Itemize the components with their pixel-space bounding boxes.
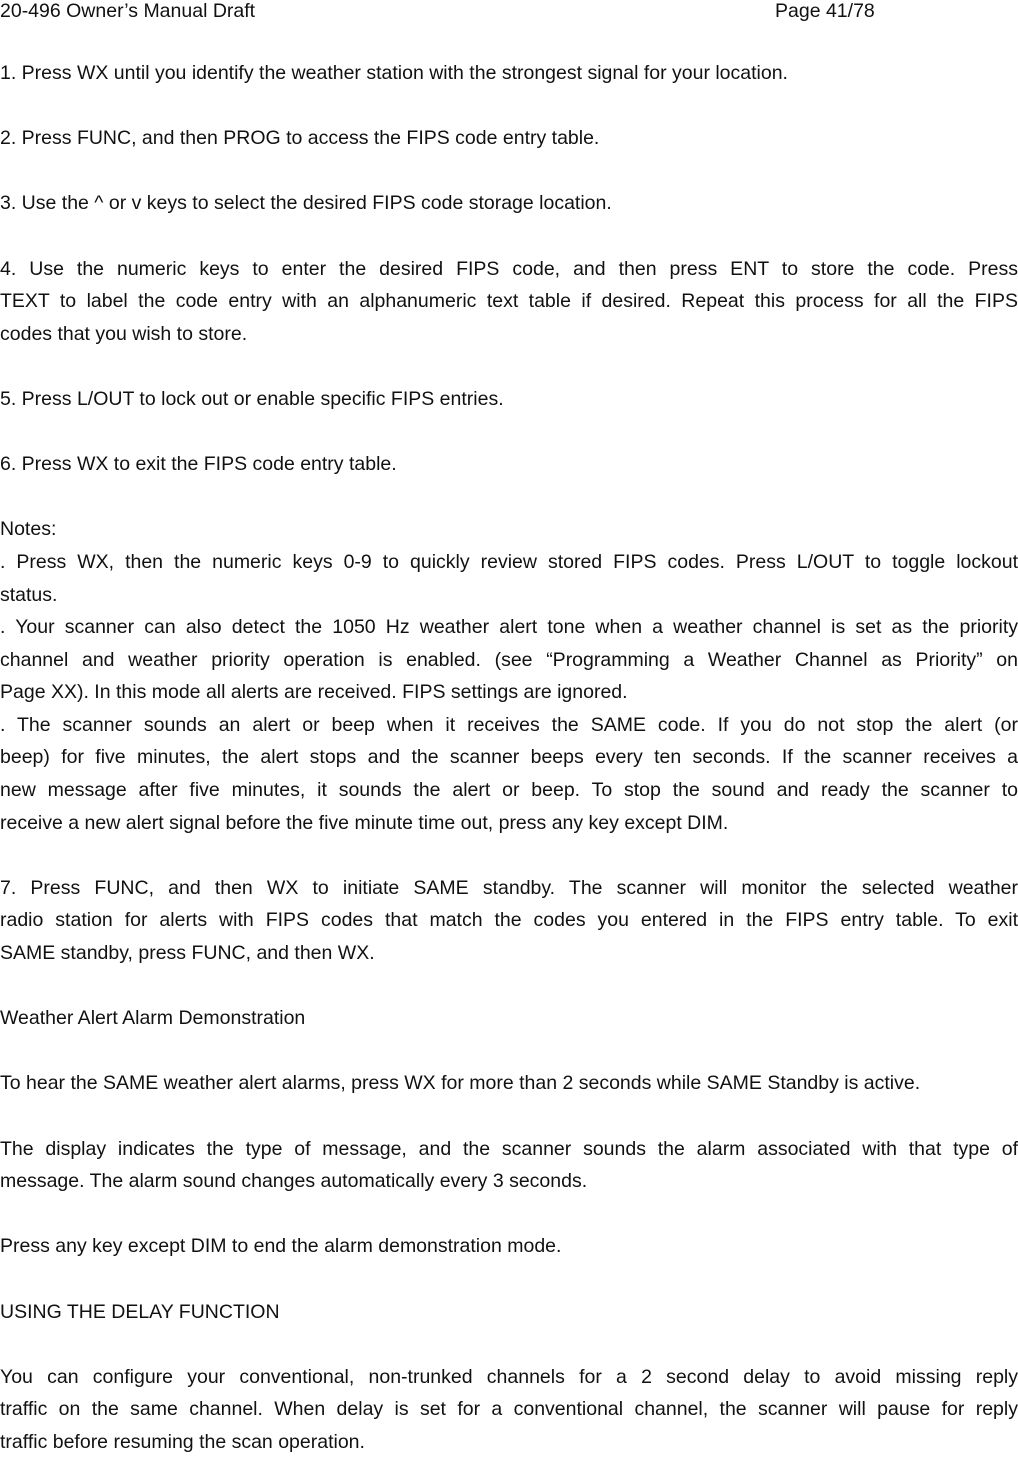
demo-paragraph-2: [0, 1133, 1018, 1198]
note-3-line: receive a new alert signal before the five minute time out, press any key except DIM.: [0, 811, 729, 834]
step-4-line: 4. Use the numeric keys to enter the desired FIPS code, and then press ENT to store the code. Press: [0, 257, 1018, 280]
step-6: 6. Press WX to exit the FIPS code entry table.: [0, 453, 397, 476]
demo-paragraph-2-line: message. The alarm sound changes automatically every 3 seconds.: [0, 1170, 588, 1193]
demo-paragraph-2-line: The display indicates the type of message, and the scanner sounds the alarm associated with that type of: [0, 1137, 1018, 1160]
note-1-line: status.: [0, 583, 58, 606]
note-2-line: channel and weather priority operation is enabled. (see “Programming a Weather Channel as Priority” on: [0, 648, 1018, 671]
step-7-line: 7. Press FUNC, and then WX to initiate SAME standby. The scanner will monitor the selected weather: [0, 876, 1018, 899]
demo-heading: Weather Alert Alarm Demonstration: [0, 1007, 306, 1030]
step-7-line: radio station for alerts with FIPS codes that match the codes you entered in the FIPS entry table. To exit: [0, 909, 1018, 932]
delay-paragraph-line: traffic on the same channel. When delay is set for a conventional channel, the scanner will pause for reply: [0, 1398, 1018, 1421]
note-2: [0, 611, 1018, 709]
note-3-line: new message after five minutes, it sounds the alert or beep. To stop the sound and ready the scanner to: [0, 779, 1018, 802]
notes-title: Notes:: [0, 518, 57, 541]
step-2: 2. Press FUNC, and then PROG to access the FIPS code entry table.: [0, 127, 600, 150]
document-title: 20-496 Owner’s Manual Draft: [0, 0, 256, 22]
delay-paragraph-line: You can configure your conventional, non-trunked channels for a 2 second delay to avoid missing reply: [0, 1365, 1018, 1388]
step-4: [0, 253, 1018, 351]
page-body: [0, 57, 1018, 1459]
note-2-line: . Your scanner can also detect the 1050 Hz weather alert tone when a weather channel is set as the priority: [0, 616, 1018, 639]
delay-heading: USING THE DELAY FUNCTION: [0, 1300, 280, 1323]
note-2-line: Page XX). In this mode all alerts are received. FIPS settings are ignored.: [0, 681, 628, 704]
step-5: 5. Press L/OUT to lock out or enable specific FIPS entries.: [0, 387, 504, 410]
note-3-line: beep) for five minutes, the alert stops and the scanner beeps every ten seconds. If the scanner receives a: [0, 746, 1018, 769]
demo-paragraph-1: To hear the SAME weather alert alarms, press WX for more than 2 seconds while SAME Standby is active.: [0, 1072, 921, 1095]
step-3: 3. Use the ^ or v keys to select the desired FIPS code storage location.: [0, 192, 612, 215]
step-4-line: TEXT to label the code entry with an alphanumeric text table if desired. Repeat this process for all the FIPS: [0, 290, 1018, 313]
note-3-line: . The scanner sounds an alert or beep when it receives the SAME code. If you do not stop the alert (or: [0, 713, 1018, 736]
page-number: Page 41/78: [775, 0, 875, 22]
note-3: [0, 709, 1018, 839]
note-1-line: . Press WX, then the numeric keys 0-9 to quickly review stored FIPS codes. Press L/OUT to toggle lockout: [0, 550, 1018, 573]
step-7: [0, 872, 1018, 970]
step-4-line: codes that you wish to store.: [0, 322, 248, 345]
demo-paragraph-3: Press any key except DIM to end the alarm demonstration mode.: [0, 1235, 562, 1258]
delay-paragraph: [0, 1361, 1018, 1459]
delay-paragraph-line: traffic before resuming the scan operation.: [0, 1430, 365, 1453]
step-1: 1. Press WX until you identify the weather station with the strongest signal for your location.: [0, 62, 788, 84]
note-1: [0, 546, 1018, 611]
step-7-line: SAME standby, press FUNC, and then WX.: [0, 942, 375, 965]
page-header: [0, 0, 1018, 26]
